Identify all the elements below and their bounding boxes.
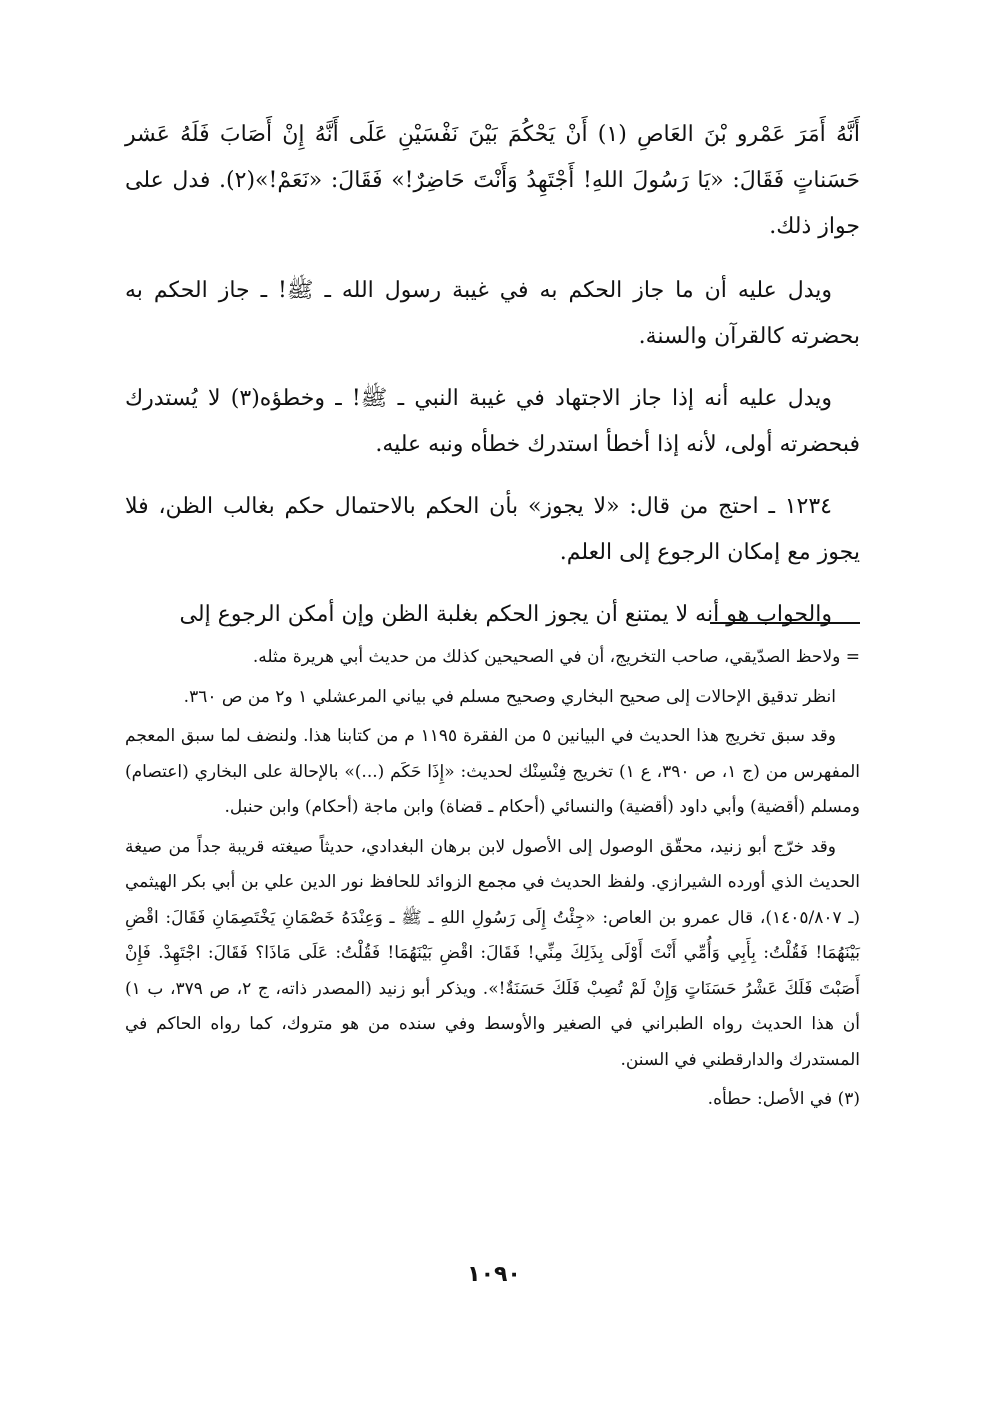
footnote-hadith-text: وقد خرّج أبو زنيد، محقّق الوصول إلى الأصول لابن برهان البغدادي، حديثاً صيغته قريبة جداً من صيغة الحديث الذي أورده الشيرازي. ولفظ الحديث في مجمع الزوائد للحافظ نور الدين علي بن أبي بكر الهيثمي (ـ ١٤٠٥/٨٠٧)، قال عمرو بن العاص: «جِئْتُ إِلَى رَسُولِ اللهِ ـ ﷺ ـ وَعِنْدَهُ خَصْمَانِ يَخْتَصِمَانِ فَقَالَ: اقْضِ بَيْنَهُمَا! فَقُلْتُ: بِأَبِي وَأُمِّي أَنْتَ أَوْلَى بِذَلِكَ مِنِّي! فَقَالَ: اقْضِ بَيْنَهُمَا! فَقُلْتُ: عَلَى مَاذَا؟ فَقَالَ: اجْتَهِدْ. فَإِنْ أَصَبْتَ فَلَكَ عَشْرُ حَسَنَاتٍ وَإِنْ لَمْ تُصِبْ فَلَكَ حَسَنَةٌ!». ويذكر أبو زنيد (المصدر ذاته، ج ٢، ص ٣٧٩، ب ١) أن هذا الحديث رواه الطبراني في الصغير والأوسط وفي سنده من هو متروك، كما رواه الحاكم في المستدرك والدارقطني في السنن.	[125, 836, 860, 1070]
page-number: ١٠٩٠	[467, 1262, 521, 1287]
footnotes	[125, 640, 860, 1122]
footnote-divider	[710, 622, 860, 624]
paragraph-argument-1: ويدل عليه أن ما جاز الحكم به في غيبة رسول الله ـ ﷺ! ـ جاز الحكم به بحضرته كالقرآن والسنة.	[125, 278, 860, 349]
paragraph-hadith: أَنَّهُ أَمَرَ عَمْرو بْنَ العَاصِ (١) أَنْ يَحْكُمَ بَيْنَ نَفْسَيْنِ عَلَى أَنَّهُ إِنْ أَصَابَ فَلَهُ عَشر حَسَناتٍ فَقَالَ: «يَا رَسُولَ اللهِ! أَجْتَهِدُ وَأَنْتَ حَاضِرٌ!» فَقَالَ: «نَعَمْ!»(٢). فدل على جواز ذلك.	[125, 122, 861, 239]
paragraph-argument-2: ويدل عليه أنه إذا جاز الاجتهاد في غيبة النبي ـ ﷺ! ـ وخطؤه(٣) لا يُستدرك فبحضرته أولى، لأنه إذا أخطأ استدرك خطأه ونبه عليه.	[125, 386, 860, 457]
paragraph-section-1234: ١٢٣٤ ـ احتج من قال: «لا يجوز» بأن الحكم بالاحتمال حكم بغالب الظن، فلا يجوز مع إمكان الرجوع إلى العلم.	[125, 494, 860, 565]
paragraph-answer: والجواب هو أنه لا يمتنع أن يجوز الحكم بغلبة الظن وإن أمكن الرجوع إلى	[179, 602, 832, 627]
footnote-3: (٣) في الأصل: حطأه.	[707, 1089, 860, 1109]
footnote-takhrij: وقد سبق تخريج هذا الحديث في البيانين ٥ من الفقرة ١١٩٥ م من كتابنا هذا. ولنضف لما سبق المعجم المفهرس من (ج ١، ص ٣٩٠، ع ١) تخريج فِنْسِنْك لحديث: «إِذَا حَكَم (...)» بالإحالة على البخاري (اعتصام) ومسلم (أقضية) وأبي داود (أقضية) والنسائي (أحكام ـ قضاة) وابن ماجة (أحكام) وابن حنبل.	[125, 726, 860, 817]
footnote-continuation: = ولاحظ الصدّيقي، صاحب التخريج، أن في الصحيحين كذلك من حديث أبي هريرة مثله.	[252, 647, 860, 667]
main-text	[125, 112, 860, 654]
footnote-references: انظر تدقيق الإحالات إلى صحيح البخاري وصحيح مسلم في بياني المرعشلي ١ و٢ من ص ٣٦٠.	[183, 686, 836, 707]
